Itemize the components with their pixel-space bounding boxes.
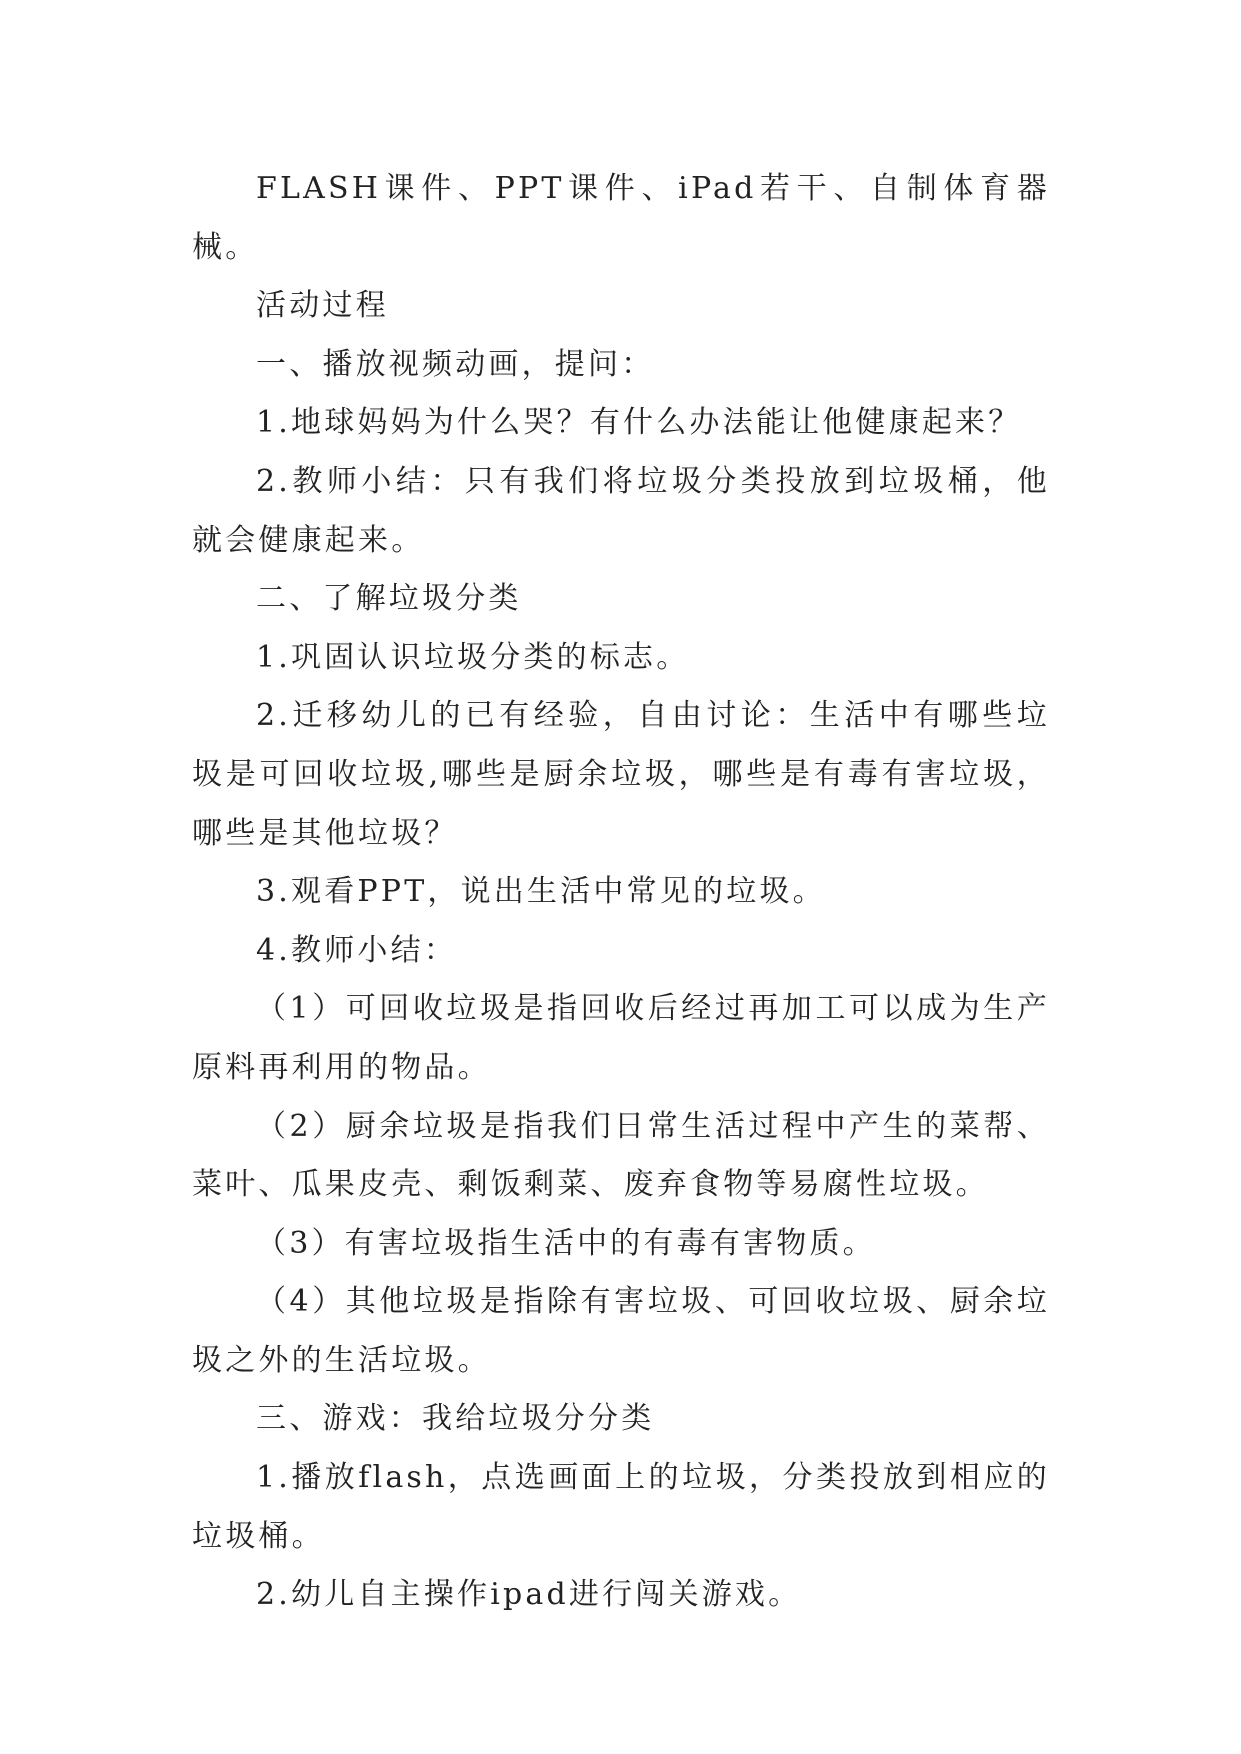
paragraph-item: 2.教师小结：只有我们将垃圾分类投放到垃圾桶，他就会健康起来。: [192, 463, 1050, 558]
paragraph-subitem: （1）可回收垃圾是指回收后经过再加工可以成为生产原料再利用的物品。: [192, 991, 1050, 1085]
paragraph-section-one: 一、播放视频动画，提问：: [256, 346, 655, 382]
paragraph-subitem: （4）其他垃圾是指除有害垃圾、可回收垃圾、厨余垃圾之外的生活垃圾。: [192, 1284, 1050, 1378]
paragraph-item: 2.迁移幼儿的已有经验，自由讨论：生活中有哪些垃圾是可回收垃圾,哪些是厨余垃圾，哪些是有毒有害垃圾，哪些是其他垃圾？: [192, 698, 1050, 851]
paragraph-item: 3.观看PPT，说出生活中常见的垃圾。: [256, 874, 826, 910]
paragraph-subitem: （3）有害垃圾指生活中的有毒有害物质。: [256, 1225, 876, 1261]
paragraph-subitem: （2）厨余垃圾是指我们日常生活过程中产生的菜帮、菜叶、瓜果皮壳、剩饭剩菜、废弃食物等易腐性垃圾。: [192, 1108, 1050, 1203]
paragraph-item: 1.播放flash，点选画面上的垃圾，分类投放到相应的垃圾桶。: [192, 1460, 1050, 1554]
paragraph-process-heading: 活动过程: [256, 288, 389, 324]
paragraph-section-two: 二、了解垃圾分类: [256, 581, 522, 617]
paragraph-section-three: 三、游戏：我给垃圾分分类: [256, 1401, 655, 1437]
paragraph-item: 1.巩固认识垃圾分类的标志。: [256, 639, 690, 675]
paragraph-item: 4.教师小结：: [256, 932, 458, 968]
paragraph-materials: FLASH课件、PPT课件、iPad若干、自制体育器械。: [192, 171, 1050, 265]
document-body: [192, 160, 1050, 1625]
paragraph-item: 1.地球妈妈为什么哭？有什么办法能让他健康起来？: [256, 405, 1022, 441]
paragraph-item: 2.幼儿自主操作ipad进行闯关游戏。: [256, 1577, 802, 1613]
